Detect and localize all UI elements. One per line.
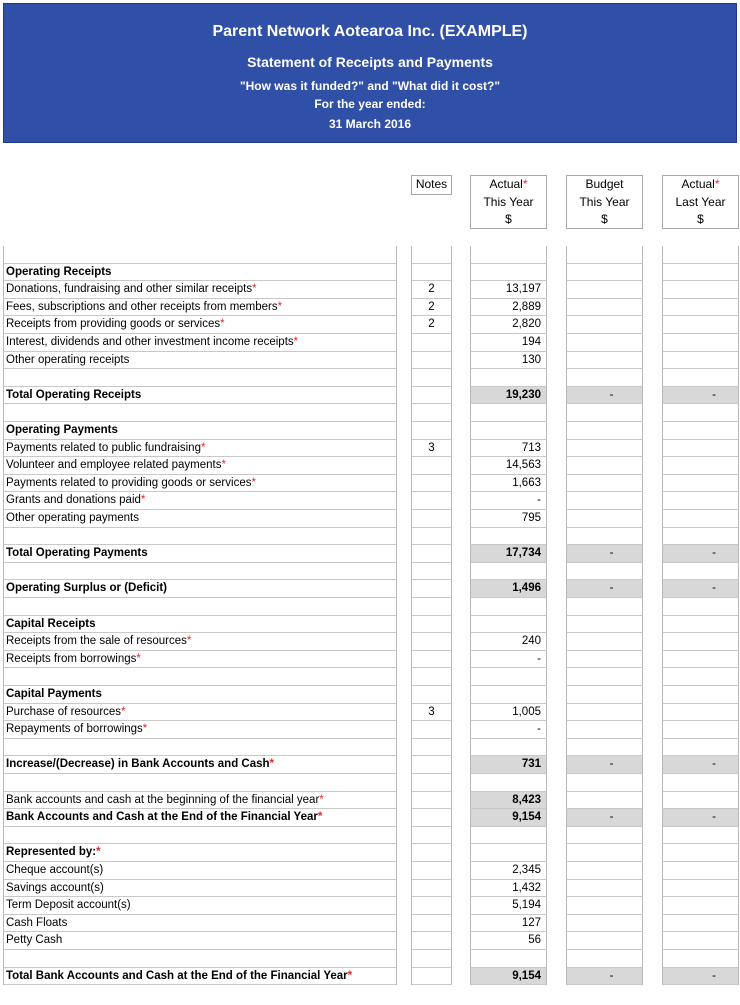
actual-header-line1: Actual* xyxy=(489,177,528,191)
row-label: Bank accounts and cash at the beginning of the financial year* xyxy=(3,792,397,810)
actual-this-year-cell: 2,345 xyxy=(470,862,547,880)
row-label xyxy=(3,246,397,264)
row-label: Total Bank Accounts and Cash at the End of the Financial Year* xyxy=(3,968,397,986)
budget-this-year-cell: - xyxy=(566,809,643,827)
actual-last-year-cell xyxy=(662,334,739,352)
table-row xyxy=(0,932,740,950)
actual-last-year-cell xyxy=(662,510,739,528)
row-label: Fees, subscriptions and other receipts from members* xyxy=(3,299,397,317)
notes-cell xyxy=(411,686,452,704)
notes-cell xyxy=(411,950,452,968)
row-label xyxy=(3,598,397,616)
actual-this-year-cell xyxy=(470,598,547,616)
actual-last-year-cell xyxy=(662,844,739,862)
actual-this-year-cell: 1,432 xyxy=(470,880,547,898)
required-marker: * xyxy=(269,758,275,771)
table-row xyxy=(0,352,740,370)
required-marker: * xyxy=(251,476,256,489)
notes-cell xyxy=(411,809,452,827)
section-heading-row xyxy=(0,422,740,440)
notes-cell xyxy=(411,739,452,757)
total-row xyxy=(0,968,740,986)
required-marker: * xyxy=(140,494,146,507)
table-row xyxy=(0,633,740,651)
actual-header-line3: $ xyxy=(505,212,512,226)
table-row xyxy=(0,862,740,880)
row-label: Total Operating Receipts xyxy=(3,387,397,405)
budget-header-line2: This Year xyxy=(579,194,630,209)
required-marker: * xyxy=(142,723,148,736)
actual-this-year-cell: 1,005 xyxy=(470,704,547,722)
row-label: Cash Floats xyxy=(3,915,397,933)
section-heading-row xyxy=(0,264,740,282)
actual-this-year-cell: 9,154 xyxy=(470,968,547,986)
section-heading-row xyxy=(0,686,740,704)
row-label: Represented by:* xyxy=(3,844,397,862)
notes-cell xyxy=(411,580,452,598)
blank-row xyxy=(0,774,740,792)
notes-cell xyxy=(411,844,452,862)
budget-this-year-cell xyxy=(566,475,643,493)
notes-cell xyxy=(411,475,452,493)
blank-row xyxy=(0,668,740,686)
required-marker: * xyxy=(252,283,257,296)
budget-this-year-cell xyxy=(566,528,643,546)
budget-this-year-cell xyxy=(566,422,643,440)
total-row xyxy=(0,809,740,827)
notes-cell xyxy=(411,880,452,898)
total-row xyxy=(0,756,740,774)
notes-cell xyxy=(411,352,452,370)
budget-this-year-cell: - xyxy=(566,387,643,405)
statement-title: Statement of Receipts and Payments xyxy=(247,54,493,70)
actual-this-year-cell xyxy=(470,950,547,968)
blank-row xyxy=(0,827,740,845)
actual-last-year-cell xyxy=(662,739,739,757)
blank-row xyxy=(0,563,740,581)
notes-cell xyxy=(411,563,452,581)
actual-this-year-cell: - xyxy=(470,492,547,510)
notes-cell xyxy=(411,404,452,422)
actual-last-year-cell xyxy=(662,827,739,845)
table-row xyxy=(0,299,740,317)
budget-this-year-cell xyxy=(566,598,643,616)
table-row xyxy=(0,915,740,933)
notes-cell xyxy=(411,792,452,810)
row-label: Other operating receipts xyxy=(3,352,397,370)
row-label: Payments related to providing goods or services* xyxy=(3,475,397,493)
last-header-line1: Actual* xyxy=(681,177,720,191)
actual-this-year-cell xyxy=(470,686,547,704)
notes-cell xyxy=(411,774,452,792)
required-marker: * xyxy=(96,846,101,859)
row-label: Total Operating Payments xyxy=(3,545,397,563)
actual-last-year-cell: - xyxy=(662,545,739,563)
actual-this-year-cell: 2,820 xyxy=(470,316,547,334)
total-row xyxy=(0,545,740,563)
budget-this-year-cell xyxy=(566,704,643,722)
notes-header-label: Notes xyxy=(415,177,448,191)
budget-this-year-cell xyxy=(566,616,643,634)
actual-this-year-cell xyxy=(470,528,547,546)
actual-last-year-cell: - xyxy=(662,580,739,598)
actual-last-year-cell: - xyxy=(662,809,739,827)
actual-this-year-cell: 9,154 xyxy=(470,809,547,827)
statement-question: "How was it funded?" and "What did it cost?" xyxy=(239,79,501,93)
row-label xyxy=(3,739,397,757)
actual-last-year-cell xyxy=(662,492,739,510)
actual-last-year-cell xyxy=(662,915,739,933)
table-row xyxy=(0,880,740,898)
actual-header-line2: This Year xyxy=(483,194,534,209)
budget-this-year-cell xyxy=(566,404,643,422)
budget-this-year-cell xyxy=(566,827,643,845)
row-label: Operating Surplus or (Deficit) xyxy=(3,580,397,598)
actual-this-year-cell: 127 xyxy=(470,915,547,933)
row-label xyxy=(3,404,397,422)
required-marker: * xyxy=(220,318,225,331)
row-label: Operating Payments xyxy=(3,422,397,440)
actual-last-year-cell xyxy=(662,246,739,264)
actual-last-year-cell xyxy=(662,404,739,422)
required-marker: * xyxy=(293,336,299,348)
actual-this-year-cell xyxy=(470,827,547,845)
actual-last-year-cell xyxy=(662,862,739,880)
budget-this-year-cell xyxy=(566,651,643,669)
actual-last-year-cell xyxy=(662,440,739,458)
actual-this-year-cell xyxy=(470,774,547,792)
budget-this-year-cell xyxy=(566,862,643,880)
notes-cell xyxy=(411,862,452,880)
notes-cell xyxy=(411,616,452,634)
actual-this-year-cell xyxy=(470,668,547,686)
budget-this-year-cell xyxy=(566,721,643,739)
notes-cell xyxy=(411,915,452,933)
notes-cell xyxy=(411,968,452,986)
notes-cell xyxy=(411,633,452,651)
row-label: Receipts from borrowings* xyxy=(3,651,397,669)
actual-last-year-cell xyxy=(662,932,739,950)
actual-last-year-cell xyxy=(662,422,739,440)
actual-this-year-cell: 713 xyxy=(470,440,547,458)
period-date: 31 March 2016 xyxy=(328,117,412,131)
budget-this-year-cell xyxy=(566,492,643,510)
actual-this-year-cell xyxy=(470,264,547,282)
section-heading-row xyxy=(0,616,740,634)
budget-this-year-cell xyxy=(566,334,643,352)
row-label: Volunteer and employee related payments* xyxy=(3,457,397,475)
required-marker: * xyxy=(317,811,323,824)
organisation-title: Parent Network Aotearoa Inc. (EXAMPLE) xyxy=(212,23,528,40)
budget-this-year-cell xyxy=(566,369,643,387)
actual-this-year-cell: 2,889 xyxy=(470,299,547,317)
actual-this-year-cell: 13,197 xyxy=(470,281,547,299)
budget-this-year-cell xyxy=(566,792,643,810)
actual-last-year-cell xyxy=(662,774,739,792)
budget-header-line3: $ xyxy=(601,212,608,226)
row-label: Savings account(s) xyxy=(3,880,397,898)
actual-this-year-cell xyxy=(470,844,547,862)
blank-row xyxy=(0,739,740,757)
budget-this-year-cell: - xyxy=(566,545,643,563)
actual-last-year-cell xyxy=(662,897,739,915)
actual-last-year-cell xyxy=(662,721,739,739)
actual-this-year-cell: 17,734 xyxy=(470,545,547,563)
budget-this-year-cell xyxy=(566,281,643,299)
notes-cell xyxy=(411,387,452,405)
budget-this-year-cell: - xyxy=(566,968,643,986)
table-row xyxy=(0,897,740,915)
required-marker: * xyxy=(121,705,126,718)
row-label xyxy=(3,563,397,581)
row-label: Grants and donations paid* xyxy=(3,492,397,510)
actual-last-year-cell xyxy=(662,316,739,334)
actual-this-year-cell: 19,230 xyxy=(470,387,547,405)
notes-cell xyxy=(411,528,452,546)
row-label xyxy=(3,528,397,546)
actual-this-year-cell xyxy=(470,246,547,264)
budget-this-year-cell xyxy=(566,264,643,282)
row-label xyxy=(3,950,397,968)
actual-this-year-cell: 56 xyxy=(470,932,547,950)
required-marker: * xyxy=(347,969,353,982)
notes-cell xyxy=(411,721,452,739)
table-row xyxy=(0,334,740,352)
budget-this-year-cell: - xyxy=(566,756,643,774)
row-label: Petty Cash xyxy=(3,932,397,950)
table-row xyxy=(0,651,740,669)
row-label: Capital Receipts xyxy=(3,616,397,634)
actual-last-year-cell xyxy=(662,264,739,282)
notes-cell xyxy=(411,369,452,387)
row-label: Repayments of borrowings* xyxy=(3,721,397,739)
row-label: Donations, fundraising and other similar receipts* xyxy=(3,281,397,299)
last-header-line2: Last Year xyxy=(675,194,726,209)
budget-this-year-cell xyxy=(566,457,643,475)
actual-this-year-cell: 5,194 xyxy=(470,897,547,915)
table-row xyxy=(0,281,740,299)
table-row xyxy=(0,316,740,334)
actual-this-year-cell xyxy=(470,422,547,440)
actual-this-year-cell: - xyxy=(470,721,547,739)
actual-this-year-cell: 194 xyxy=(470,334,547,352)
row-label: Receipts from providing goods or services* xyxy=(3,316,397,334)
actual-this-year-cell: 731 xyxy=(470,756,547,774)
actual-last-year-cell xyxy=(662,299,739,317)
actual-this-year-cell: 795 xyxy=(470,510,547,528)
budget-this-year-cell xyxy=(566,440,643,458)
actual-this-year-cell xyxy=(470,563,547,581)
notes-cell: 3 xyxy=(411,704,452,722)
budget-this-year-cell xyxy=(566,932,643,950)
budget-this-year-cell xyxy=(566,316,643,334)
actual-last-year-cell xyxy=(662,528,739,546)
blank-row xyxy=(0,404,740,422)
budget-this-year-cell xyxy=(566,686,643,704)
budget-this-year-cell xyxy=(566,880,643,898)
actual-last-year-cell xyxy=(662,651,739,669)
budget-this-year-cell xyxy=(566,352,643,370)
row-label: Bank Accounts and Cash at the End of the Financial Year* xyxy=(3,809,397,827)
budget-this-year-cell xyxy=(566,897,643,915)
budget-this-year-cell xyxy=(566,299,643,317)
actual-this-year-cell xyxy=(470,739,547,757)
budget-this-year-cell xyxy=(566,510,643,528)
notes-cell xyxy=(411,756,452,774)
period-label: For the year ended: xyxy=(314,97,426,111)
notes-cell xyxy=(411,545,452,563)
row-label: Capital Payments xyxy=(3,686,397,704)
notes-cell xyxy=(411,422,452,440)
notes-cell xyxy=(411,668,452,686)
blank-row xyxy=(0,598,740,616)
notes-cell xyxy=(411,334,452,352)
actual-last-year-cell xyxy=(662,457,739,475)
actual-this-year-cell: 130 xyxy=(470,352,547,370)
budget-this-year-cell xyxy=(566,950,643,968)
required-marker: * xyxy=(136,652,141,665)
actual-last-year-cell xyxy=(662,369,739,387)
budget-header-line1: Budget xyxy=(585,177,624,191)
budget-this-year-cell: - xyxy=(566,580,643,598)
blank-row xyxy=(0,528,740,546)
table-row xyxy=(0,721,740,739)
notes-cell xyxy=(411,651,452,669)
notes-cell: 3 xyxy=(411,440,452,458)
table-row xyxy=(0,704,740,722)
required-marker: * xyxy=(319,793,324,806)
actual-last-year-cell xyxy=(662,475,739,493)
actual-last-year-cell: - xyxy=(662,756,739,774)
table-row xyxy=(0,792,740,810)
actual-this-year-cell: - xyxy=(470,651,547,669)
row-label xyxy=(3,369,397,387)
notes-cell: 2 xyxy=(411,316,452,334)
required-marker: * xyxy=(221,459,226,472)
last-header-line3: $ xyxy=(697,212,704,226)
budget-this-year-cell xyxy=(566,774,643,792)
row-label: Purchase of resources* xyxy=(3,704,397,722)
actual-this-year-cell: 1,496 xyxy=(470,580,547,598)
row-label: Cheque account(s) xyxy=(3,862,397,880)
actual-this-year-cell xyxy=(470,369,547,387)
budget-this-year-cell xyxy=(566,739,643,757)
notes-cell: 2 xyxy=(411,299,452,317)
budget-this-year-cell xyxy=(566,668,643,686)
notes-cell xyxy=(411,492,452,510)
budget-this-year-cell xyxy=(566,246,643,264)
actual-this-year-cell xyxy=(470,616,547,634)
budget-this-year-cell xyxy=(566,563,643,581)
row-label: Receipts from the sale of resources* xyxy=(3,633,397,651)
notes-cell xyxy=(411,897,452,915)
row-label: Payments related to public fundraising* xyxy=(3,440,397,458)
actual-last-year-cell xyxy=(662,792,739,810)
row-label: Other operating payments xyxy=(3,510,397,528)
notes-cell xyxy=(411,246,452,264)
budget-this-year-cell xyxy=(566,844,643,862)
table-row xyxy=(0,475,740,493)
notes-cell xyxy=(411,827,452,845)
actual-last-year-cell xyxy=(662,880,739,898)
notes-cell xyxy=(411,598,452,616)
actual-this-year-cell: 8,423 xyxy=(470,792,547,810)
actual-last-year-cell: - xyxy=(662,968,739,986)
budget-this-year-cell xyxy=(566,915,643,933)
total-row xyxy=(0,387,740,405)
actual-this-year-cell: 14,563 xyxy=(470,457,547,475)
blank-row xyxy=(0,369,740,387)
row-label xyxy=(3,668,397,686)
actual-last-year-cell xyxy=(662,950,739,968)
budget-this-year-cell xyxy=(566,633,643,651)
actual-last-year-cell xyxy=(662,352,739,370)
table-row xyxy=(0,457,740,475)
actual-last-year-cell xyxy=(662,281,739,299)
section-heading-row xyxy=(0,844,740,862)
notes-cell xyxy=(411,457,452,475)
actual-this-year-cell xyxy=(470,404,547,422)
notes-cell: 2 xyxy=(411,281,452,299)
row-label: Interest, dividends and other investment income receipts* xyxy=(3,334,397,352)
row-label xyxy=(3,774,397,792)
total-row xyxy=(0,580,740,598)
actual-last-year-cell: - xyxy=(662,387,739,405)
notes-cell xyxy=(411,510,452,528)
blank-row xyxy=(0,246,740,264)
actual-last-year-cell xyxy=(662,598,739,616)
actual-this-year-cell: 240 xyxy=(470,633,547,651)
required-marker: * xyxy=(200,441,206,454)
row-label: Increase/(Decrease) in Bank Accounts and Cash* xyxy=(3,756,397,774)
table-row xyxy=(0,492,740,510)
actual-last-year-cell xyxy=(662,563,739,581)
row-label: Operating Receipts xyxy=(3,264,397,282)
actual-last-year-cell xyxy=(662,704,739,722)
actual-last-year-cell xyxy=(662,616,739,634)
row-label xyxy=(3,827,397,845)
required-marker: * xyxy=(186,635,192,648)
actual-last-year-cell xyxy=(662,668,739,686)
blank-row xyxy=(0,950,740,968)
table-row xyxy=(0,510,740,528)
actual-last-year-cell xyxy=(662,686,739,704)
table-row xyxy=(0,440,740,458)
actual-this-year-cell: 1,663 xyxy=(470,475,547,493)
notes-cell xyxy=(411,264,452,282)
actual-last-year-cell xyxy=(662,633,739,651)
row-label: Term Deposit account(s) xyxy=(3,897,397,915)
required-marker: * xyxy=(277,300,283,313)
notes-cell xyxy=(411,932,452,950)
